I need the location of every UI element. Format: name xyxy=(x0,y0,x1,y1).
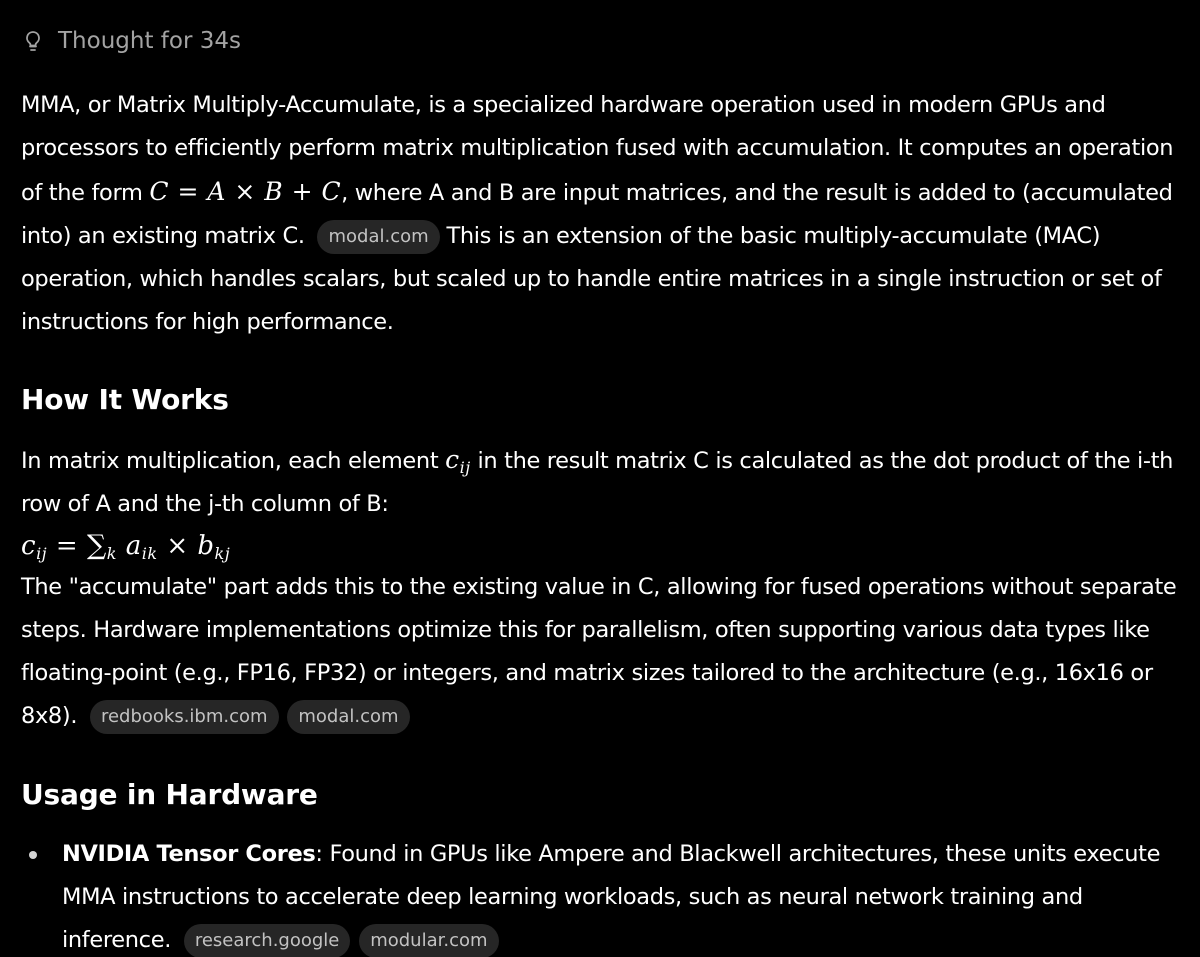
bullet-icon xyxy=(29,851,37,859)
source-chip[interactable]: research.google xyxy=(184,924,351,957)
how-it-works-paragraph: In matrix multiplication, each element $c_{ij}$ in the result matrix C is calculated as the dot product of the i-th row of A and the j-th column of B: xyxy=(21,445,1174,517)
source-chip[interactable]: modular.com xyxy=(359,924,498,957)
list-item-title: NVIDIA Tensor Cores xyxy=(62,841,316,867)
intro-text: , where A and B are input matrices, and the result is added to (accumulated into) an existing matrix C. xyxy=(21,180,1173,249)
lightbulb-icon xyxy=(21,29,45,53)
intro-paragraph xyxy=(21,84,1186,344)
intro-text: This is an extension of the basic multiply-accumulate (MAC) operation, which handles scalars, but scaled up to handle entire matrices in a single instruction or set of instructions for high performance. xyxy=(21,223,1162,335)
accumulate-paragraph: The "accumulate" part adds this to the existing value in C, allowing for fused operations without separate steps. Hardware implementations optimize this for parallelism, often supporting various data types like floating-point (e.g., FP16, FP32) or integers, and matrix sizes tailored to the architecture (e.g., 16x16 or 8x8). redbooks.ibm.com modal.com xyxy=(21,566,1186,738)
source-chip[interactable]: modal.com xyxy=(287,700,409,734)
intro-text: MMA, or Matrix Multiply-Accumulate, is a specialized hardware operation used in modern GPUs and processors to efficiently perform matrix multiplication fused with accumulation. It computes an operation of the form xyxy=(21,92,1174,206)
dot-product-formula: $c_{ij} = \sum_k$ $a_{ik} \times b_{kj}$ xyxy=(21,530,231,563)
list-item-text: : Found in GPUs like Ampere and Blackwell architectures, these units execute MMA instructions to accelerate deep learning workloads, such as neural network training and inference. xyxy=(62,841,1161,953)
source-chip[interactable]: redbooks.ibm.com xyxy=(90,700,279,734)
list-item xyxy=(0,833,1186,957)
section-heading-usage: Usage in Hardware xyxy=(21,778,318,811)
element-symbol: $c_{ij}$ xyxy=(445,445,471,477)
section-heading-how-it-works: How It Works xyxy=(21,383,229,416)
thought-label: Thought for 34s xyxy=(58,28,241,54)
usage-list xyxy=(0,833,1186,957)
thought-toggle[interactable] xyxy=(21,28,241,54)
source-chip[interactable]: modal.com xyxy=(317,220,439,254)
mma-formula: C = A × B + C xyxy=(149,177,342,206)
